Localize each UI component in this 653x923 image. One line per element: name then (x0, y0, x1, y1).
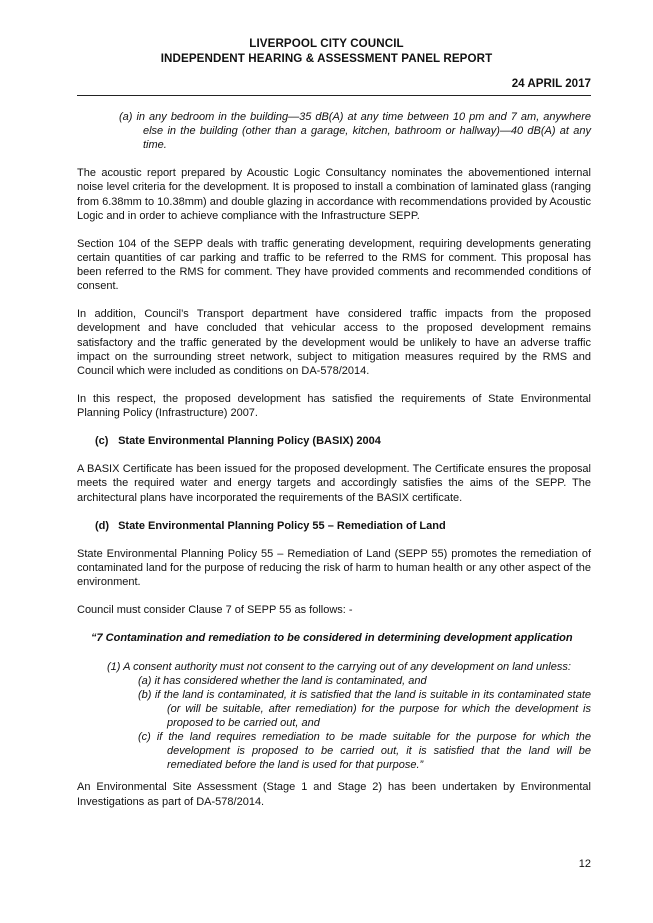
paragraph-sepp55: State Environmental Planning Policy 55 – Remediation of Land (SEPP 55) promotes the remediation of contaminated land for the purpose of reducing the risk of harm to human health or any other aspect of the environment. (77, 547, 591, 589)
clause-7-1: (1) A consent authority must not consent to the carrying out of any development on land unless: (107, 660, 571, 673)
paragraph-transport: In addition, Council’s Transport department have considered traffic impacts from the proposed development and have concluded that vehicular access to the proposed development remains satisfactory and the traffic generated by the development would be unlikely to have an adverse traffic impact on the surrounding street network, subject to mitigation measures required by the RMS and Council which were included as conditions on DA-578/2014. (77, 308, 591, 377)
heading-basix-label: (c) (95, 435, 109, 448)
heading-basix (95, 434, 591, 448)
paragraph-site-assessment: An Environmental Site Assessment (Stage 1 and Stage 2) has been undertaken by Environmental Investigations as part of DA-578/2014. (77, 781, 591, 808)
paragraph-clause7-intro: Council must consider Clause 7 of SEPP 55 as follows: - (77, 604, 353, 617)
page-number: 12 (578, 858, 591, 870)
council-name: LIVERPOOL CITY COUNCIL (249, 37, 404, 50)
heading-sepp55-text: State Environmental Planning Policy 55 – Remediation of Land (118, 519, 446, 532)
report-date: 24 APRIL 2017 (511, 77, 591, 90)
heading-basix-text: State Environmental Planning Policy (BASIX) 2004 (118, 435, 381, 448)
quote-item-a: (a) in any bedroom in the building—35 dB(A) at any time between 10 pm and 7 am, anywhere else in the building (other than a garage, kitchen, bathroom or hallway)—40 dB(A) at any time. (119, 111, 591, 152)
heading-sepp55 (95, 519, 591, 533)
header-divider (77, 95, 591, 96)
paragraph-acoustic: The acoustic report prepared by Acoustic Logic Consultancy nominates the abovementioned internal noise level criteria for the development. It is proposed to install a combination of laminated glass (ranging from 6.38mm to 10.38mm) and double glazing in accordance with recommendations provided by Acoustic Logic and in order to achieve compliance with the Infrastructure SEPP. (77, 167, 591, 222)
paragraph-infrastructure-satisfied: In this respect, the proposed development has satisfied the requirements of State Environmental Planning Policy (Infrastructure) 2007. (77, 392, 591, 419)
paragraph-basix: A BASIX Certificate has been issued for the proposed development. The Certificate ensures the proposal meets the required water and energy targets and accordingly satisfies the aims of the SEPP. The architectural plans have incorporated the requirements of the BASIX certificate. (77, 463, 591, 504)
report-title: INDEPENDENT HEARING & ASSESSMENT PANEL REPORT (160, 52, 493, 65)
paragraph-section-104: Section 104 of the SEPP deals with traffic generating development, requiring developments generating certain quantities of car parking and traffic to be referred to the RMS for comment. This proposal has been referred to the RMS for comment. They have provided comments and recommended conditions of consent. (77, 237, 591, 293)
document-body (77, 110, 591, 823)
clause-7-1-b: (b) if the land is contaminated, it is satisfied that the land is suitable in its contaminated state (or will be suitable, after remediation) for the purpose for which the development is proposed to be carried out, and (138, 688, 591, 730)
clause-7-1-a: (a) it has considered whether the land is contaminated, and (138, 674, 427, 687)
clause-7-1-c: (c) if the land requires remediation to be made suitable for the purpose for which the development is proposed to be carried out, it is satisfied that the land will be remediated before the land is used for that purpose.” (138, 731, 591, 772)
heading-sepp55-label: (d) (95, 519, 110, 532)
clause-7-title: “7 Contamination and remediation to be considered in determining development application (91, 632, 573, 645)
